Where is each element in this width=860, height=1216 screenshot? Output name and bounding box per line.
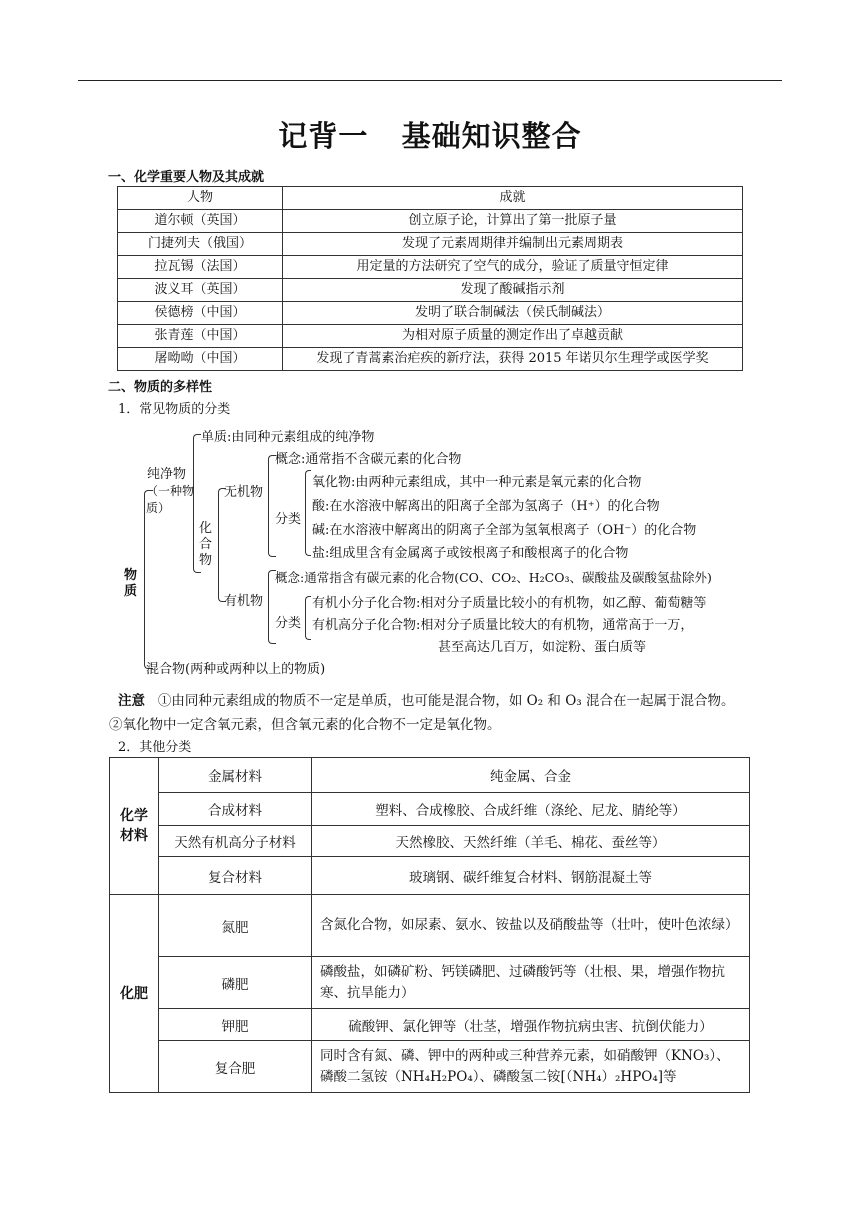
table-row: [118, 210, 743, 233]
note-line-2: ②氧化物中一定含氧元素，但含氧元素的化合物不一定是氧化物。: [109, 717, 501, 733]
acid-definition: 酸:在水溶液中解离出的阳离子全部为氢离子（H⁺）的化合物: [312, 499, 660, 514]
table-row: [110, 1041, 750, 1093]
person-cell: 道尔顿（英国）: [118, 210, 283, 233]
element-definition: 单质:由同种元素组成的纯净物: [201, 430, 375, 445]
category-cell: 氮肥: [159, 895, 312, 957]
example-cell: 纯金属、合金: [312, 758, 750, 793]
category-cell: 金属材料: [159, 758, 312, 793]
table-row: [118, 348, 743, 371]
brace-compound: [218, 488, 226, 602]
table-row: [118, 233, 743, 256]
category-cell: 天然有机高分子材料: [159, 826, 312, 857]
note-label: 注意: [118, 693, 145, 709]
person-cell: 拉瓦锡（法国）: [118, 256, 283, 279]
top-rule: [78, 80, 782, 81]
example-cell: 磷酸盐，如磷矿粉、钙镁磷肥、过磷酸钙等（壮根、果，增强作物抗寒、抗旱能力）: [312, 957, 750, 1009]
example-cell: 玻璃钢、碳纤维复合材料、钢筋混凝土等: [312, 857, 750, 895]
other-classification-table: [109, 757, 750, 1093]
brace-inorganic: [268, 455, 276, 557]
group-fertilizers: 化肥: [110, 895, 159, 1093]
header-achievement: 成就: [283, 187, 743, 210]
category-cell: 复合肥: [159, 1041, 312, 1093]
brace-organic-types: [305, 596, 311, 640]
pure-substance: 纯净物: [147, 467, 187, 482]
person-cell: 波义耳（英国）: [118, 279, 283, 302]
table-row: [110, 895, 750, 957]
category-cell: 复合材料: [159, 857, 312, 895]
subheading-classification: 1．常见物质的分类: [118, 402, 231, 417]
pure-substance-note: （一种物质）: [146, 484, 195, 515]
table-row: [110, 1009, 750, 1041]
table-header-row: [118, 187, 743, 210]
achievement-cell: 创立原子论，计算出了第一批原子量: [283, 210, 743, 233]
group-materials: 化学材料: [110, 758, 159, 895]
table-row: [110, 758, 750, 793]
oxide-definition: 氧化物:由两种元素组成，其中一种元素是氧元素的化合物: [312, 475, 642, 490]
salt-definition: 盐:组成里含有金属离子或铵根离子和酸根离子的化合物: [312, 546, 629, 561]
subheading-other-classification: 2．其他分类: [118, 740, 192, 755]
organic-concept: 概念:通常指含有碳元素的化合物(CO、CO₂、H₂CO₃、碳酸盐及碳酸氢盐除外): [275, 570, 712, 585]
table-row: [110, 793, 750, 826]
inorganic-label: 无机物: [224, 485, 264, 500]
person-cell: 门捷列夫（俄国）: [118, 233, 283, 256]
achievement-cell: 为相对原子质量的测定作出了卓越贡献: [283, 325, 743, 348]
inorganic-concept: 概念:通常指不含碳元素的化合物: [275, 452, 462, 467]
table-row: [110, 826, 750, 857]
table-row: [118, 256, 743, 279]
achievement-cell: 发现了青蒿素治疟疾的新疗法，获得 2015 年诺贝尔生理学或医学奖: [283, 348, 743, 371]
table-row: [118, 279, 743, 302]
category-cell: 磷肥: [159, 957, 312, 1009]
achievement-cell: 发现了酸碱指示剂: [283, 279, 743, 302]
example-cell: 含氮化合物，如尿素、氨水、铵盐以及硝酸盐等（壮叶，使叶色浓绿）: [312, 895, 750, 957]
achievement-cell: 用定量的方法研究了空气的成分，验证了质量守恒定律: [283, 256, 743, 279]
table-row: [110, 957, 750, 1009]
person-cell: 屠呦呦（中国）: [118, 348, 283, 371]
section-heading-substances: 二、物质的多样性: [108, 380, 213, 395]
organic-classify-label: 分类: [275, 616, 302, 631]
organic-small-definition: 有机小分子化合物:相对分子质量比较小的有机物，如乙醇、葡萄糖等: [312, 596, 707, 611]
table-row: [118, 302, 743, 325]
person-cell: 侯德榜（中国）: [118, 302, 283, 325]
note-line-1: [118, 689, 735, 709]
example-cell: 塑料、合成橡胶、合成纤维（涤纶、尼龙、腈纶等）: [312, 793, 750, 826]
table-row: [118, 325, 743, 348]
root-substance: 物质: [124, 568, 138, 599]
example-cell: 硫酸钾、氯化钾等（壮茎，增强作物抗病虫害、抗倒伏能力）: [312, 1009, 750, 1041]
page-title: 记背一 基础知识整合: [278, 119, 582, 153]
base-definition: 碱:在水溶液中解离出的阴离子全部为氢氧根离子（OH⁻）的化合物: [312, 523, 697, 538]
achievement-cell: 发明了联合制碱法（侯氏制碱法）: [283, 302, 743, 325]
organic-label: 有机物: [224, 594, 264, 609]
example-cell: 同时含有氮、磷、钾中的两种或三种营养元素，如硝酸钾（KNO₃）、磷酸二氢铵（NH₄H₂PO₄）、磷酸氢二铵[（NH₄）₂HPO₄]等: [312, 1041, 750, 1093]
brace-inorganic-types: [305, 470, 311, 556]
table-row: [110, 857, 750, 895]
compound-label: 化合物: [199, 521, 213, 568]
example-cell: 天然橡胶、天然纤维（羊毛、棉花、蚕丝等）: [312, 826, 750, 857]
inorganic-classify-label: 分类: [275, 512, 302, 527]
people-table: [117, 186, 743, 371]
achievement-cell: 发现了元素周期律并编制出元素周期表: [283, 233, 743, 256]
section-heading-people: 一、化学重要人物及其成就: [108, 170, 265, 185]
organic-large-definition: 有机高分子化合物:相对分子质量比较大的有机物，通常高于一万，: [312, 618, 694, 633]
mixture-definition: 混合物(两种或两种以上的物质): [146, 662, 326, 677]
category-cell: 合成材料: [159, 793, 312, 826]
category-cell: 钾肥: [159, 1009, 312, 1041]
person-cell: 张青莲（中国）: [118, 325, 283, 348]
organic-large-definition-cont: 甚至高达几百万，如淀粉、蛋白质等: [438, 640, 647, 655]
header-person: 人物: [118, 187, 283, 210]
note-text-1: ①由同种元素组成的物质不一定是单质，也可能是混合物，如 O₂ 和 O₃ 混合在一起属于混合物。: [157, 693, 735, 709]
